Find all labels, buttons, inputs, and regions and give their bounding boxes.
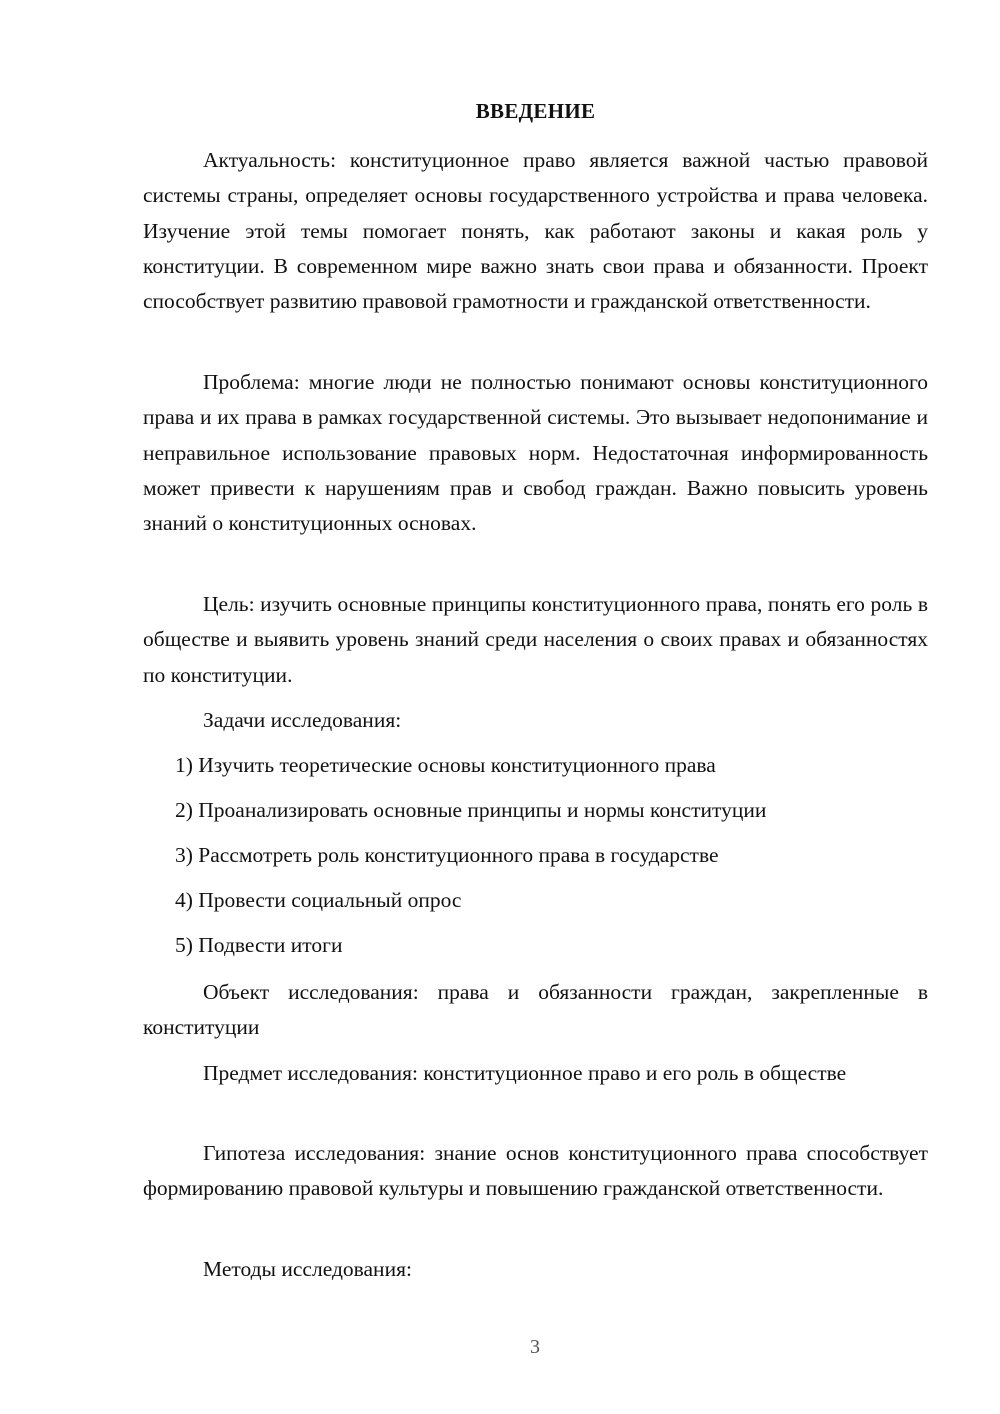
relevance-paragraph: Актуальность: конституционное право является важной частью правовой системы страны, определяет основы государственного устройства и права человека. Изучение этой темы помогает понять, как работают законы и какая роль у конституции. В современном мире важно знать свои права и обязанности. Проект способствует развитию правовой грамотности и гражданской ответственности. <box>143 148 928 314</box>
goal-paragraph: Цель: изучить основные принципы конституционного права, понять его роль в обществе и выявить уровень знаний среди населения о своих правах и обязанностях по конституции. <box>143 592 928 687</box>
problem-paragraph: Проблема: многие люди не полностью понимают основы конституционного права и их права в рамках государственной системы. Это вызывает недопонимание и неправильное использование правовых норм. Недостаточная информированность может привести к нарушениям прав и свобод граждан. Важно повысить уровень знаний о конституционных основах. <box>143 370 928 536</box>
tasks-heading: Задачи исследования: <box>203 708 402 732</box>
hypothesis-paragraph: Гипотеза исследования: знание основ конституционного права способствует формированию правовой культуры и повышению гражданской ответственности. <box>143 1141 928 1201</box>
object-paragraph: Объект исследования: права и обязанности граждан, закрепленные в конституции <box>143 980 928 1040</box>
task-item-4: 4) Провести социальный опрос <box>175 888 462 912</box>
task-item-3: 3) Рассмотреть роль конституционного права в государстве <box>175 843 719 867</box>
page-number: 3 <box>530 1336 540 1358</box>
subject-paragraph: Предмет исследования: конституционное право и его роль в обществе <box>203 1061 847 1085</box>
page-title: ВВЕДЕНИЕ <box>475 99 596 123</box>
task-item-5: 5) Подвести итоги <box>175 933 343 957</box>
task-item-2: 2) Проанализировать основные принципы и нормы конституции <box>175 798 767 822</box>
task-item-1: 1) Изучить теоретические основы конституционного права <box>175 753 716 777</box>
methods-heading: Методы исследования: <box>203 1257 412 1281</box>
